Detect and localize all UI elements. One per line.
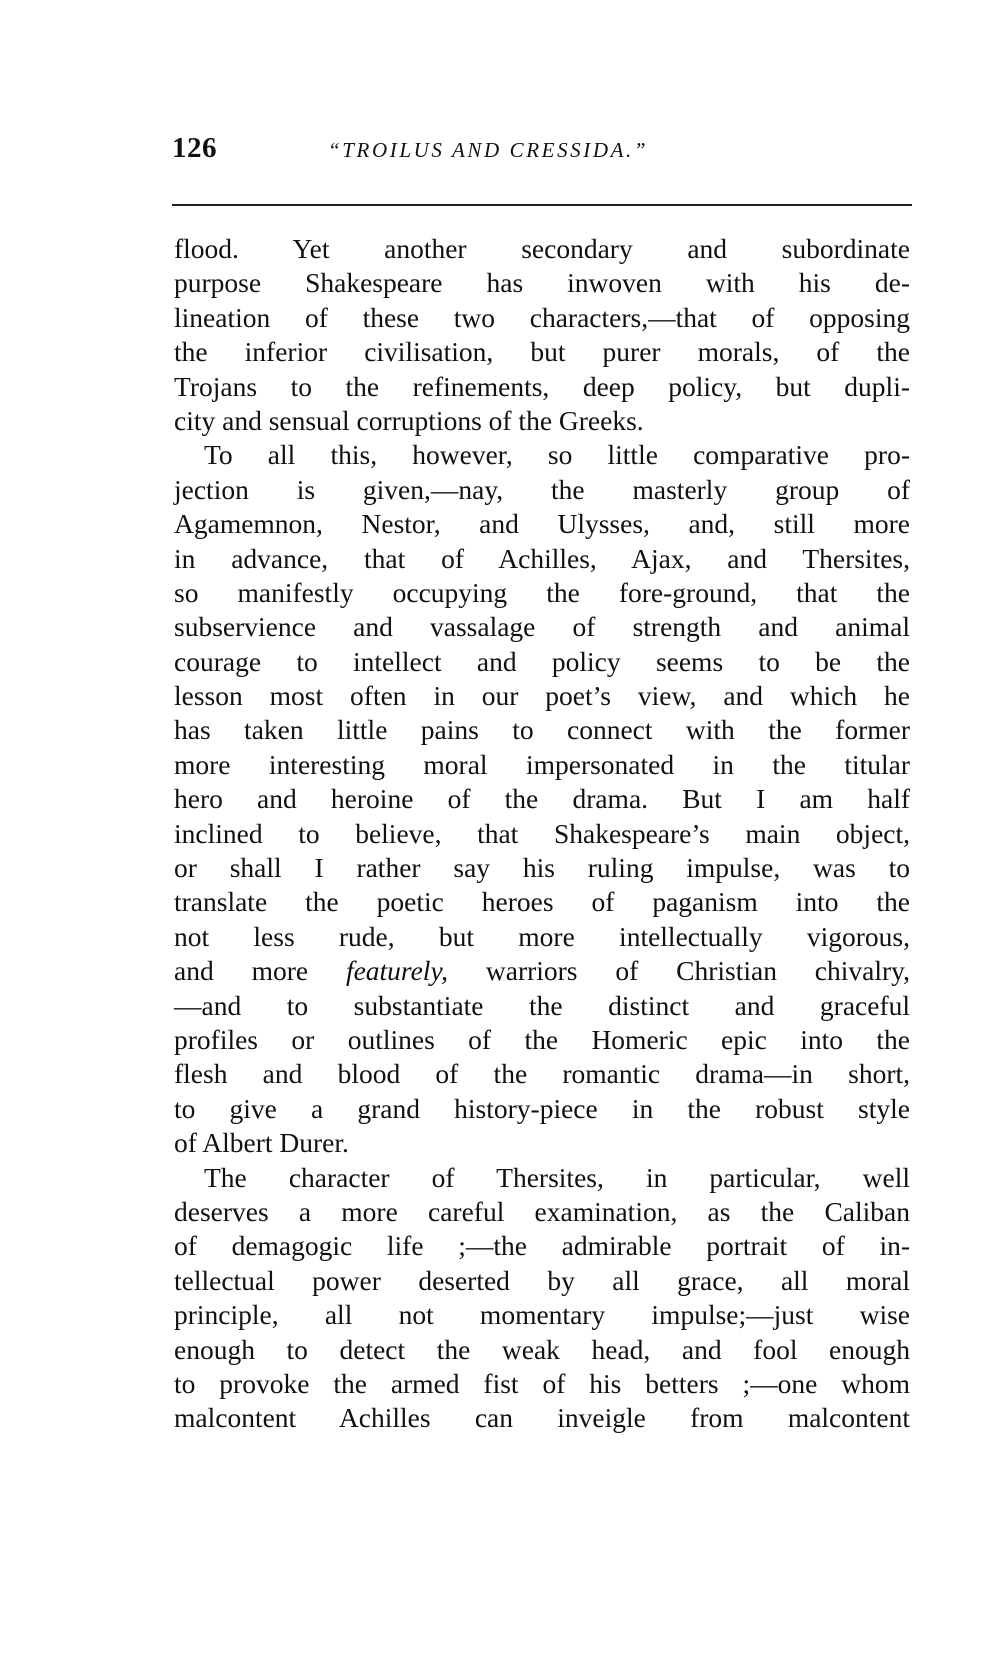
text-line: flesh and blood of the romantic drama—in short, <box>174 1058 910 1090</box>
text-line: purpose Shakespeare has inwoven with his de- <box>174 267 910 299</box>
text-line: flood. Yet another secondary and subordinate <box>174 233 910 264</box>
text-line: lineation of these two characters,—that of opposing <box>174 301 910 333</box>
text-line: Trojans to the refinements, deep policy, but dupli- <box>174 370 910 402</box>
text-line: or shall I rather say his ruling impulse, was to <box>174 852 910 884</box>
text-line: principle, all not momentary impulse;—just wise <box>174 1299 910 1331</box>
header-rule <box>172 204 912 206</box>
text-line: subservience and vassalage of strength and animal <box>174 611 910 643</box>
text-line: To all this, however, so little comparative pro- <box>204 439 910 471</box>
text-line: lesson most often in our poet’s view, and which he <box>174 680 910 712</box>
italic-word: featurely, <box>345 955 449 987</box>
text-line: tellectual power deserted by all grace, all moral <box>174 1264 910 1296</box>
text-line: of demagogic life ;—the admirable portrait of in- <box>174 1230 910 1262</box>
text-line: of Albert Durer. <box>174 1127 349 1159</box>
text-segment: and more <box>174 955 346 987</box>
page-number: 126 <box>172 132 217 164</box>
text-line: in advance, that of Achilles, Ajax, and Thersites, <box>174 542 910 574</box>
text-line: to provoke the armed fist of his betters ;—one whom <box>174 1367 910 1399</box>
text-line: Agamemnon, Nestor, and Ulysses, and, still more <box>174 508 910 540</box>
text-line: the inferior civilisation, but purer morals, of the <box>174 336 910 368</box>
body-text <box>174 232 910 1436</box>
page-header <box>172 132 912 172</box>
text-line: deserves a more careful examination, as the Caliban <box>174 1195 910 1227</box>
text-line: more interesting moral impersonated in the titular <box>174 748 910 780</box>
text-line-with-italic <box>174 954 910 988</box>
text-line: hero and heroine of the drama. But I am half <box>174 783 910 815</box>
text-line: profiles or outlines of the Homeric epic into the <box>174 1023 910 1055</box>
text-line: —and to substantiate the distinct and graceful <box>174 989 910 1021</box>
text-line: has taken little pains to connect with the former <box>174 714 910 746</box>
text-line: enough to detect the weak head, and fool enough <box>174 1333 910 1365</box>
running-title: “TROILUS AND CRESSIDA.” <box>328 138 649 162</box>
text-line: not less rude, but more intellectually vigorous, <box>174 920 910 952</box>
text-line: The character of Thersites, in particular, well <box>204 1161 910 1193</box>
text-line: courage to intellect and policy seems to be the <box>174 645 910 677</box>
text-line: malcontent Achilles can inveigle from malcontent <box>174 1402 910 1434</box>
text-line: translate the poetic heroes of paganism into the <box>174 886 910 918</box>
text-segment: warriors of Christian chivalry, <box>448 955 910 987</box>
text-line: so manifestly occupying the fore-ground, that the <box>174 576 910 608</box>
text-line: to give a grand history-piece in the robust style <box>174 1092 910 1124</box>
text-line: jection is given,—nay, the masterly group of <box>174 473 910 505</box>
text-line: inclined to believe, that Shakespeare’s main object, <box>174 817 910 849</box>
text-line: city and sensual corruptions of the Greeks. <box>174 404 644 436</box>
